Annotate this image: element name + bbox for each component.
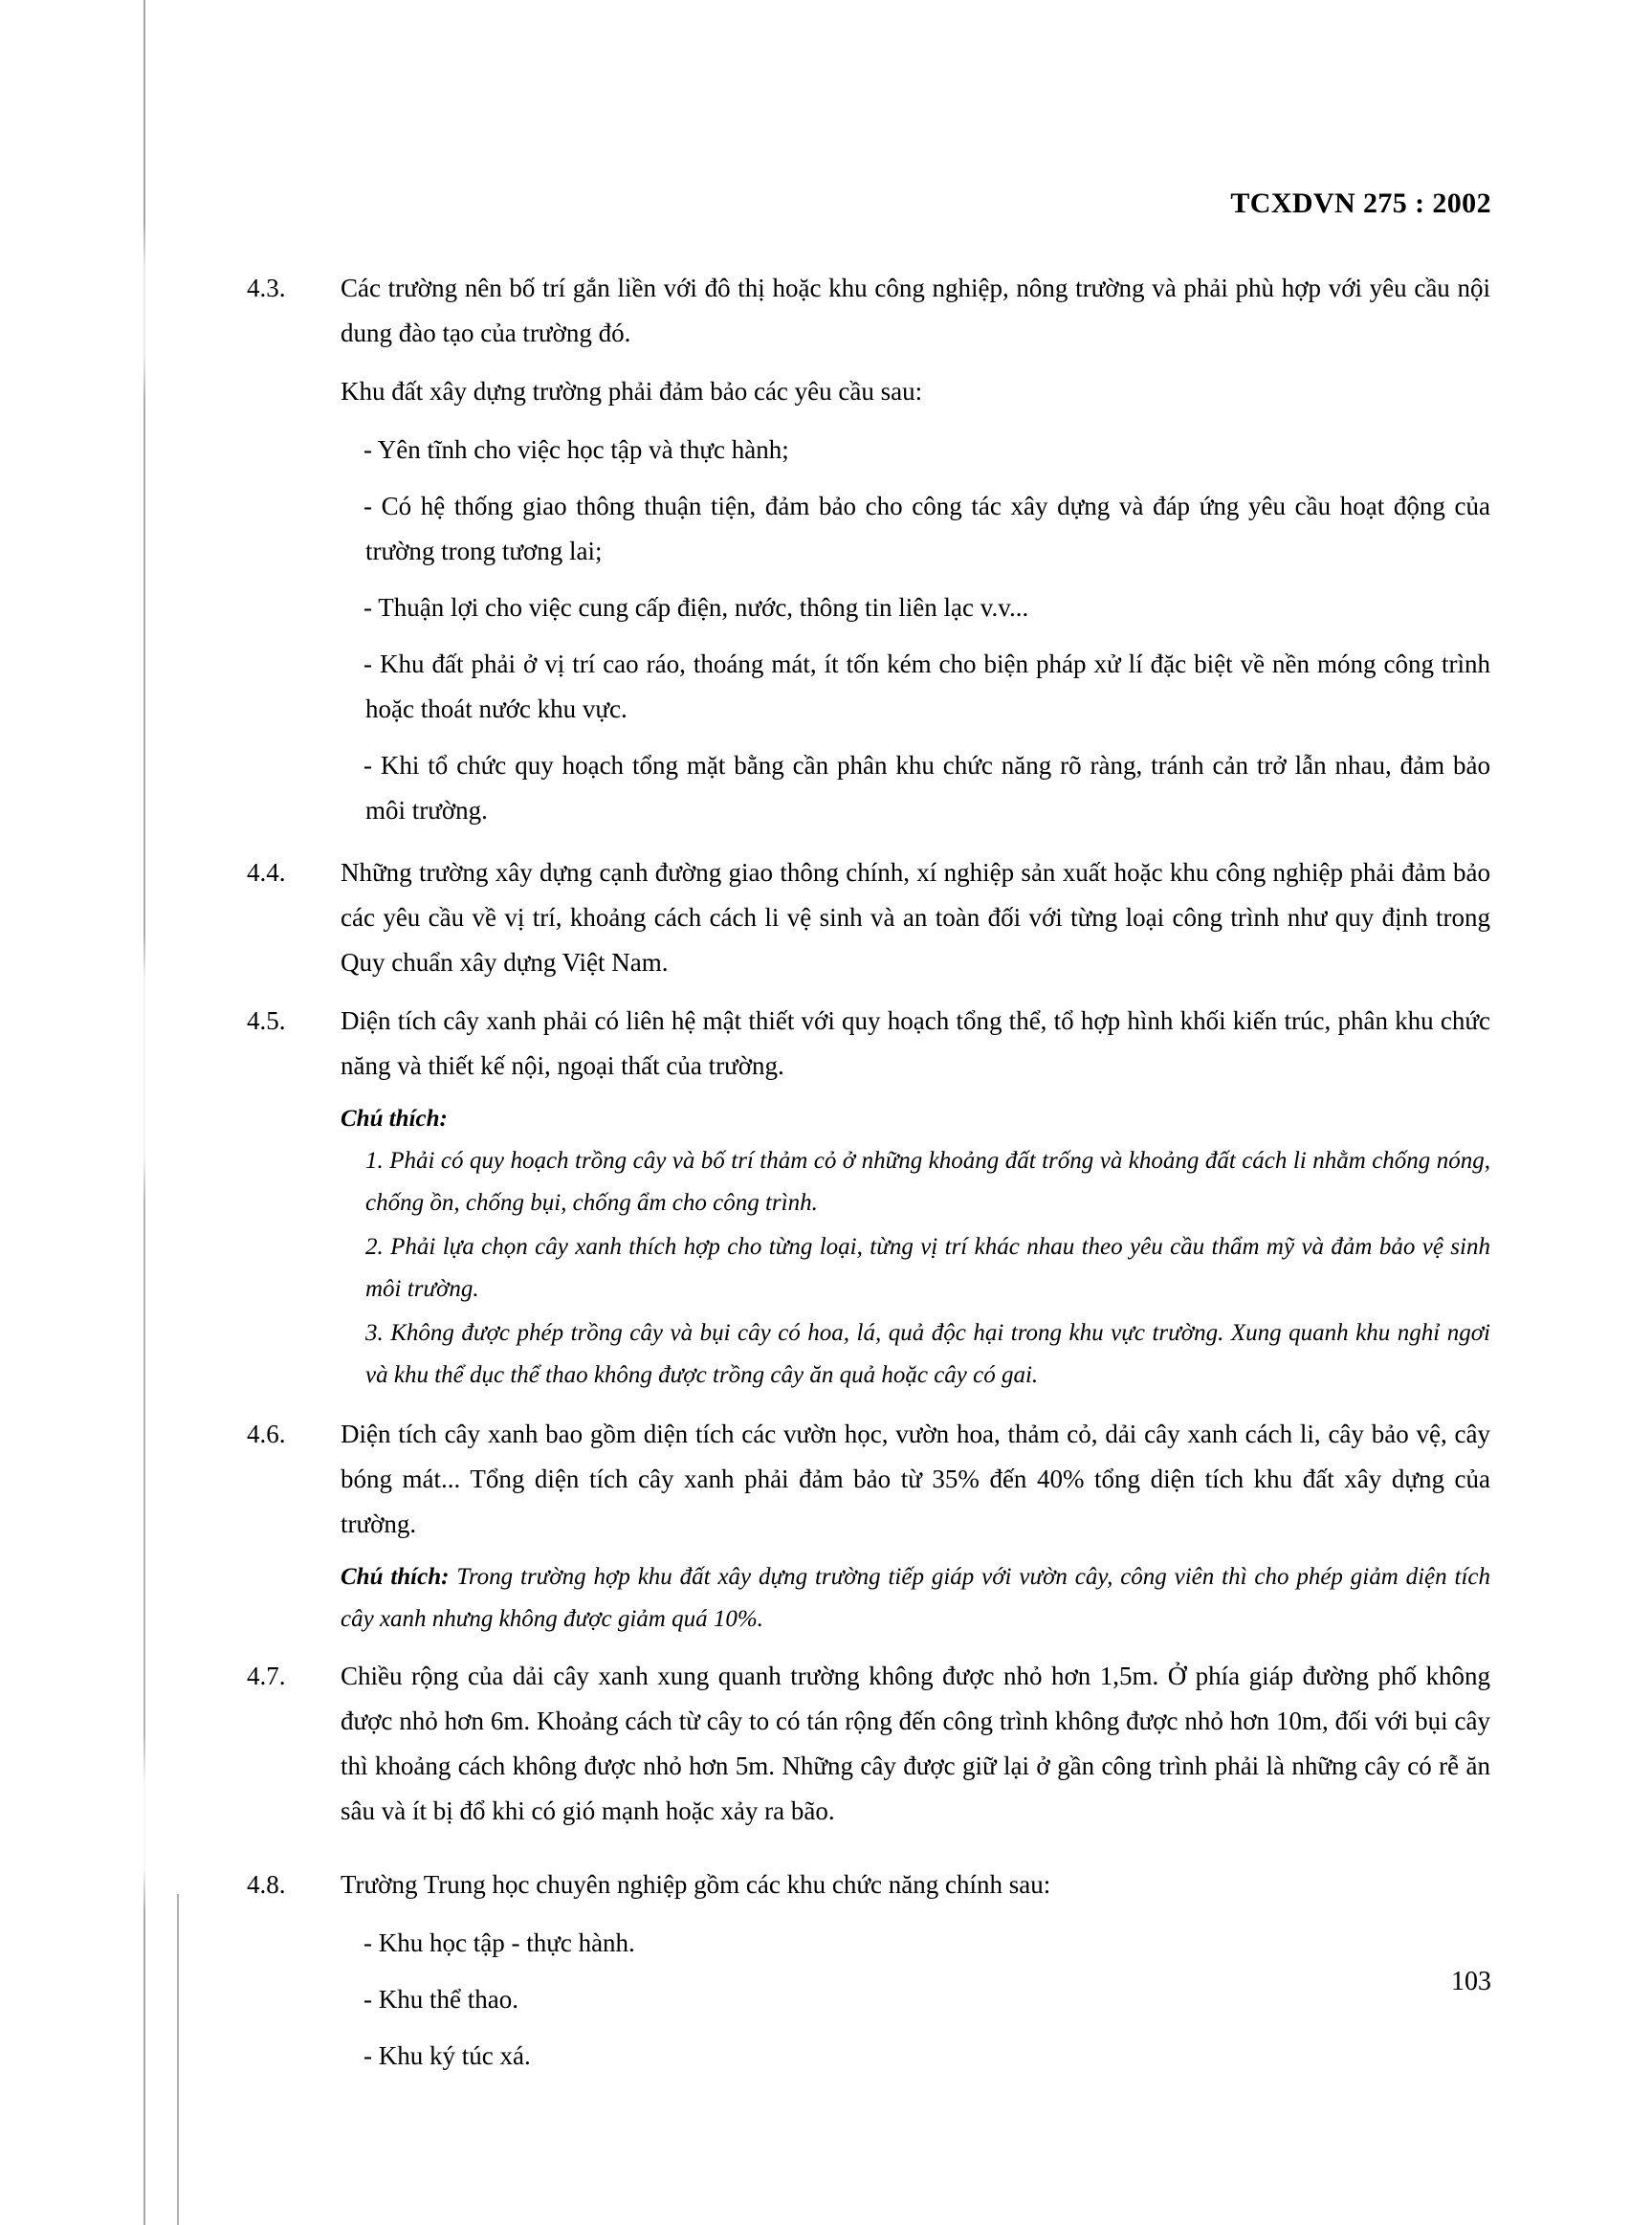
clause-4-5	[247, 999, 1490, 1399]
clause-bullet: - Yên tĩnh cho việc học tập và thực hành;	[363, 435, 789, 464]
clause-number: 4.6.	[247, 1420, 286, 1448]
clause-body	[341, 850, 1490, 985]
note-item: 1. Phải có quy hoạch trồng cây và bố trí thảm cỏ ở những khoảng đất trống và khoảng đất cách li nhằm chống nóng, chống ồn, chống bụi, chống ẩm cho công trình.	[365, 1148, 1490, 1216]
spacer	[341, 362, 1490, 369]
clause-paragraph: Những trường xây dựng cạnh đường giao thông chính, xí nghiệp sản xuất hoặc khu công nghiệp phải đảm bảo các yêu cầu về vị trí, khoảng cách cách li vệ sinh và an toàn đối với từng loại công trình như quy định trong Quy chuẩn xây dựng Việt Nam.	[341, 858, 1490, 977]
note-title: Chú thích:	[341, 1106, 448, 1132]
note-item: 3. Không được phép trồng cây và bụi cây có hoa, lá, quả độc hại trong khu vực trường. Xung quanh khu nghỉ ngơi và khu thể dục thể thao không được trồng cây ăn quả hoặc cây có gai.	[365, 1320, 1490, 1388]
spacer	[341, 1913, 1490, 1921]
note-item: 2. Phải lựa chọn cây xanh thích hợp cho từng loại, từng vị trí khác nhau theo yêu cầu thẩm mỹ và đảm bảo vệ sinh môi trường.	[365, 1234, 1490, 1302]
spacer	[341, 578, 1490, 585]
note-inline-label: Chú thích:	[341, 1564, 450, 1590]
spacer	[341, 634, 1490, 642]
clause-4-4	[247, 850, 1490, 985]
clause-bullet: - Có hệ thống giao thông thuận tiện, đảm bảo cho công tác xây dựng và đáp ứng yêu cầu hoạt động của trường trong tương lai;	[363, 492, 1490, 565]
note-inline	[341, 1556, 1490, 1641]
clause-number: 4.3.	[247, 274, 286, 302]
clause-4-6	[247, 1412, 1490, 1641]
clause-4-8	[247, 1862, 1490, 2082]
page-number: 103	[1451, 1967, 1491, 1996]
clause-list	[247, 266, 1490, 2096]
clause-body	[341, 999, 1490, 1399]
clause-4-7	[247, 1654, 1490, 1834]
spacer	[341, 2026, 1490, 2034]
clause-paragraph: Trường Trung học chuyên nghiệp gồm các khu chức năng chính sau:	[341, 1870, 1051, 1899]
spacer	[341, 420, 1490, 428]
clause-bullet: - Khu đất phải ở vị trí cao ráo, thoáng mát, ít tốn kém cho biện pháp xử lí đặc biệt về nền móng công trình hoặc thoát nước khu vực.	[363, 650, 1490, 723]
clause-bullet: - Khi tổ chức quy hoạch tổng mặt bằng cần phân khu chức năng rõ ràng, tránh cản trở lẫn nhau, đảm bảo môi trường.	[363, 751, 1490, 825]
spacer	[341, 736, 1490, 743]
note-inline-text: Trong trường hợp khu đất xây dựng trường tiếp giáp với vườn cây, công viên thì cho phép giảm diện tích cây xanh nhưng không được giảm quá 10%.	[341, 1564, 1490, 1632]
clause-number: 4.5.	[247, 1006, 286, 1035]
clause-bullet: - Khu thể thao.	[363, 1985, 518, 2014]
clause-body	[341, 1862, 1490, 2082]
clause-paragraph: Khu đất xây dựng trường phải đảm bảo các yêu cầu sau:	[341, 377, 923, 406]
spacer	[341, 1970, 1490, 1977]
clause-bullet: - Khu ký túc xá.	[363, 2041, 531, 2070]
spacer	[247, 1847, 1490, 1862]
clause-body	[341, 1412, 1490, 1641]
clause-body	[341, 1654, 1490, 1834]
clause-number: 4.7.	[247, 1662, 286, 1690]
clause-bullet: - Thuận lợi cho việc cung cấp điện, nước, thông tin liên lạc v.v...	[363, 593, 1029, 622]
clause-number: 4.4.	[247, 858, 286, 887]
document-header: TCXDVN 275 : 2002	[1230, 187, 1491, 219]
clause-paragraph: Diện tích cây xanh bao gồm diện tích các vườn học, vườn hoa, thảm cỏ, dải cây xanh cách li, cây bảo vệ, cây bóng mát... Tổng diện tích cây xanh phải đảm bảo từ 35% đến 40% tổng diện tích khu đất xây dựng của trường.	[341, 1420, 1490, 1538]
spacer	[341, 476, 1490, 484]
clause-body	[341, 266, 1490, 837]
clause-4-3	[247, 266, 1490, 837]
clause-number: 4.8.	[247, 1870, 286, 1899]
clause-paragraph: Chiều rộng của dải cây xanh xung quanh trường không được nhỏ hơn 1,5m. Ở phía giáp đường phố không được nhỏ hơn 6m. Khoảng cách từ cây to có tán rộng đến công trình không được nhỏ hơn 10m, đối với bụi cây thì khoảng cách không được nhỏ hơn 5m. Những cây được giữ lại ở gần công trình phải là những cây có rễ ăn sâu và ít bị đổ khi có gió mạnh hoặc xảy ra bão.	[341, 1662, 1490, 1825]
clause-paragraph: Diện tích cây xanh phải có liên hệ mật thiết với quy hoạch tổng thể, tổ hợp hình khối kiến trúc, phân khu chức năng và thiết kế nội, ngoại thất của trường.	[341, 1006, 1490, 1080]
clause-paragraph: Các trường nên bố trí gắn liền với đô thị hoặc khu công nghiệp, nông trường và phải phù hợp với yêu cầu nội dung đào tạo của trường đó.	[341, 274, 1490, 347]
clause-bullet: - Khu học tập - thực hành.	[363, 1928, 635, 1957]
